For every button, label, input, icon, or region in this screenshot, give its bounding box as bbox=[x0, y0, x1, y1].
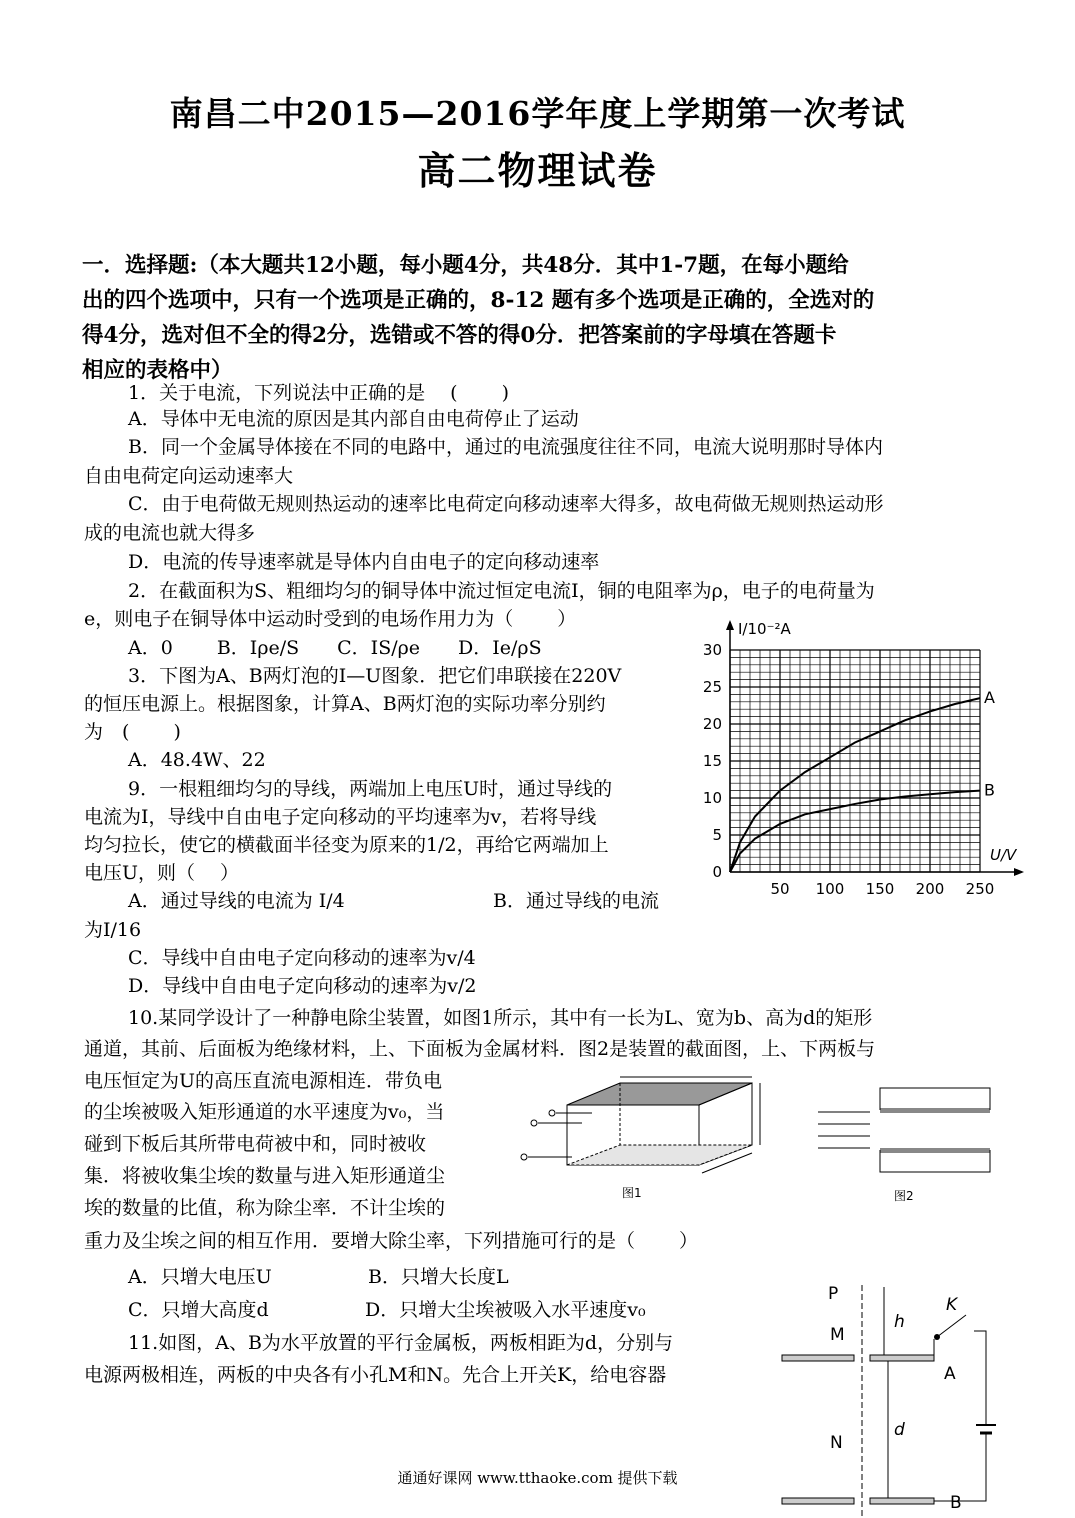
q11-line2: 电源两极相连，两板的中央各有小孔M和N。先合上开关K，给电容器 bbox=[84, 1364, 667, 1386]
section-line-1: 一．选择题:（本大题共12小题，每小题4分，共48分．其中1-7题，在每小题给 bbox=[82, 253, 849, 278]
q10-line6: 集．将被收集尘埃的数量与进入矩形通道尘 bbox=[84, 1165, 446, 1187]
dust-particles bbox=[521, 1110, 592, 1160]
q1-stem: 1．关于电流，下列说法中正确的是 ( ) bbox=[128, 382, 509, 404]
q9-line1: 9．一根粗细均匀的导线，两端加上电压U时，通过导线的 bbox=[128, 778, 613, 800]
x-tick-label: 150 bbox=[865, 880, 895, 897]
label-m: M bbox=[830, 1325, 845, 1345]
q1-option-c-line2: 成的电流也就大得多 bbox=[84, 522, 256, 544]
upper-plate bbox=[880, 1108, 990, 1113]
figure-1 bbox=[512, 1075, 782, 1205]
plate-b-left bbox=[782, 1498, 854, 1504]
circuit-wire-top bbox=[974, 1331, 986, 1425]
q2-options: A．0 B．Iρe/S C．IS/ρe D．Ie/ρS bbox=[128, 637, 542, 659]
q1-option-c-line1: C．由于电荷做无规则热运动的速率比电荷定向移动速率大得多，故电荷做无规则热运动形 bbox=[128, 493, 884, 515]
plate-b-right bbox=[870, 1498, 934, 1504]
q10-option-a: A．只增大电压U bbox=[128, 1266, 272, 1288]
q11-line1: 11.如图，A、B为水平放置的平行金属板，两板相距为d，分别与 bbox=[128, 1332, 674, 1354]
q10-line1: 10.某同学设计了一种静电除尘装置，如图1所示，其中有一长为L、宽为b、高为d的矩形 bbox=[128, 1007, 873, 1029]
q9-line3: 均匀拉长，使它的横截面半径变为原来的1/2，再给它两端加上 bbox=[84, 834, 609, 856]
y-tick-label: 10 bbox=[702, 789, 722, 807]
q9-line4: 电压U，则（ ） bbox=[84, 862, 240, 884]
q1-option-b-line1: B．同一个金属导体接在不同的电路中，通过的电流强度往往不同，电流大说明那时导体内 bbox=[128, 436, 883, 458]
section-line-2: 出的四个选项中，只有一个选项是正确的，8-12 题有多个选项是正确的，全选对的 bbox=[82, 288, 875, 313]
x-tick-label: 200 bbox=[915, 880, 945, 897]
q1-option-a: A．导体中无电流的原因是其内部自由电荷停止了运动 bbox=[128, 408, 579, 430]
section-line-3: 得4分，选对但不全的得2分，选错或不答的得0分．把答案前的字母填在答题卡 bbox=[82, 323, 837, 348]
figure-2 bbox=[810, 1080, 1010, 1205]
q10-line5: 碰到下板后其所带电荷被中和，同时被收 bbox=[84, 1133, 427, 1155]
q2-line1: 2．在截面积为S、粗细均匀的铜导体中流过恒定电流I，铜的电阻率为ρ，电子的电荷量为 bbox=[128, 580, 875, 602]
label-k: K bbox=[946, 1295, 958, 1315]
figure-3 bbox=[776, 1275, 1006, 1518]
q10-option-d: D．只增大尘埃被吸入水平速度v₀ bbox=[365, 1299, 646, 1321]
x-tick-label: 250 bbox=[965, 880, 995, 897]
q1-option-b-line2: 自由电荷定向运动速率大 bbox=[84, 465, 294, 487]
section-heading bbox=[82, 248, 997, 388]
q3-line1: 3．下图为A、B两灯泡的I—U图象．把它们串联接在220V bbox=[128, 665, 622, 687]
label-h: h bbox=[894, 1312, 905, 1332]
y-tick-label: 15 bbox=[702, 752, 722, 770]
footer-credit: 通通好课网 www.tthaoke.com 提供下载 bbox=[397, 1469, 678, 1487]
q9-option-c: C．导线中自由电子定向移动的速率为v/4 bbox=[128, 947, 476, 969]
q9-line2: 电流为I，导线中自由电子定向移动的平均速率为v，若将导线 bbox=[84, 806, 597, 828]
exam-title: 南昌二中2015—2016学年度上学期第一次考试 bbox=[169, 94, 906, 133]
y-tick-label: 25 bbox=[702, 678, 722, 696]
figure-2-caption: 图2 bbox=[894, 1189, 914, 1203]
y-tick-label: 30 bbox=[702, 641, 722, 659]
circuit-wire-bottom bbox=[934, 1433, 986, 1501]
x-tick-label: 50 bbox=[770, 880, 790, 897]
q10-option-c: C．只增大高度d bbox=[128, 1299, 269, 1321]
q9-option-b-cont: 为I/16 bbox=[84, 919, 142, 941]
x-axis-arrow bbox=[1014, 868, 1024, 876]
section-line-4: 相应的表格中） bbox=[82, 358, 233, 383]
figure-1-caption: 图1 bbox=[622, 1186, 642, 1200]
label-n: N bbox=[830, 1433, 843, 1453]
q9-option-a: A．通过导线的电流为 I/4 bbox=[128, 890, 345, 912]
q10-line2: 通道，其前、后面板为绝缘材料，上、下面板为金属材料．图2是装置的截面图，上、下两板与 bbox=[84, 1038, 876, 1060]
series-A-label: A bbox=[984, 688, 995, 708]
q3-line3: 为 ( ) bbox=[84, 721, 181, 743]
q2-line2: e，则电子在铜导体中运动时受到的电场作用力为（ ） bbox=[84, 608, 577, 630]
y-tick-label: 20 bbox=[702, 715, 722, 733]
plate-a-left bbox=[782, 1355, 854, 1361]
power-wire bbox=[880, 1088, 990, 1110]
chart-axes bbox=[726, 620, 1024, 876]
q10-line8: 重力及尘埃之间的相互作用．要增大除尘率，下列措施可行的是（ ） bbox=[84, 1230, 699, 1252]
chart-grid bbox=[730, 650, 980, 872]
lower-plate bbox=[880, 1148, 990, 1153]
q10-line3: 电压恒定为U的高压直流电源相连．带负电 bbox=[84, 1070, 443, 1092]
switch-k bbox=[937, 1315, 966, 1337]
q3-line2: 的恒压电源上。根据图象，计算A、B两灯泡的实际功率分别约 bbox=[84, 693, 606, 715]
exam-subtitle: 高二物理试卷 bbox=[417, 148, 658, 193]
label-d: d bbox=[894, 1420, 905, 1440]
box-bottom-face bbox=[567, 1145, 752, 1165]
iu-chart bbox=[690, 612, 1035, 897]
series-B-label: B bbox=[984, 780, 995, 800]
q10-option-b: B．只增大长度L bbox=[368, 1266, 509, 1288]
q9-option-d: D．导线中自由电子定向移动的速率为v/2 bbox=[128, 975, 477, 997]
y-axis-label: I/10⁻²A bbox=[738, 620, 791, 638]
x-tick-label: 100 bbox=[815, 880, 845, 897]
label-b: B bbox=[950, 1493, 962, 1513]
x-axis-label: U/V bbox=[990, 846, 1017, 864]
label-p: P bbox=[828, 1284, 839, 1304]
y-axis-arrow bbox=[726, 620, 734, 630]
q10-line7: 埃的数量的比值，称为除尘率．不计尘埃的 bbox=[84, 1197, 446, 1219]
q9-option-b: B．通过导线的电流 bbox=[493, 890, 659, 912]
plate-a-right bbox=[870, 1355, 934, 1361]
q3-option-a: A．48.4W、22 bbox=[128, 749, 266, 771]
dust-arrows bbox=[818, 1112, 870, 1148]
q1-option-d: D．电流的传导速率就是导体内自由电子的定向移动速率 bbox=[128, 551, 600, 573]
q10-line4: 的尘埃被吸入矩形通道的水平速度为v₀，当 bbox=[84, 1101, 445, 1123]
y-tick-label: 0 bbox=[712, 863, 722, 881]
label-a: A bbox=[944, 1364, 956, 1384]
y-tick-label: 5 bbox=[712, 826, 722, 844]
